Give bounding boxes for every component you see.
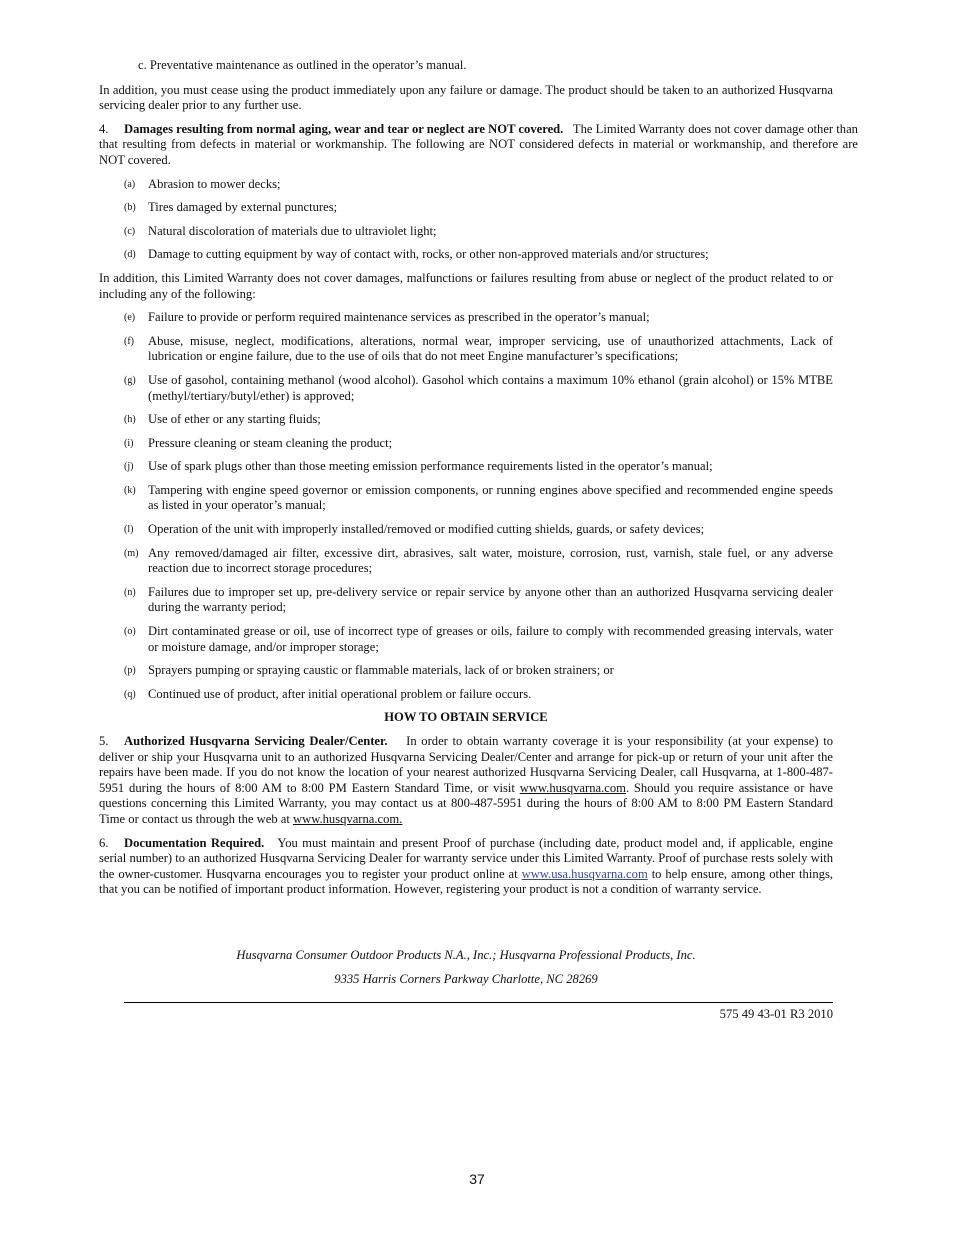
section-5-heading: Authorized Husqvarna Servicing Dealer/Center. (124, 734, 388, 748)
item-c: c. Preventative maintenance as outlined in the operator’s manual. (138, 58, 467, 72)
list-item-label: (m) (124, 547, 139, 559)
list-item-text: Sprayers pumping or spraying caustic or flammable materials, lack of or broken strainers; or (148, 663, 614, 678)
footer-address: 9335 Harris Corners Parkway Charlotte, NC 28269 (334, 971, 598, 986)
page-number: 37 (469, 1171, 485, 1187)
list-item (99, 412, 833, 428)
list-item (99, 687, 833, 703)
list-item-label: (p) (124, 665, 136, 677)
section-4-heading: Damages resulting from normal aging, wear and tear or neglect are NOT covered. (124, 121, 564, 136)
list-item-label: (c) (124, 225, 136, 237)
section-6-heading: Documentation Required. (124, 835, 265, 850)
list-item (99, 546, 833, 577)
section-4-text: The Limited Warranty does not cover damage other than that resulting from defects in material or workmanship. The following are NOT considered defects in material or workmanship, and therefore are NOT covered. (99, 121, 858, 167)
list-item-label: (f) (124, 335, 134, 347)
section-4-paragraph (99, 122, 858, 169)
document-number: 575 49 43-01 R3 2010 (719, 1007, 833, 1021)
list-item-text: Tampering with engine speed governor or emission components, or running engines above specified and recommended engine speeds as listed in your operator’s manual; (148, 482, 833, 513)
list-item (99, 585, 833, 616)
list-item-label: (a) (124, 178, 136, 190)
list-item-text: Continued use of product, after initial operational problem or failure occurs. (148, 686, 532, 701)
list-item (99, 373, 833, 404)
list-item-text: Operation of the unit with improperly installed/removed or modified cutting shields, guards, or safety devices; (148, 522, 705, 537)
abuse-intro-paragraph: In addition, this Limited Warranty does not cover damages, malfunctions or failures resulting from abuse or neglect of the product related to or including any of the following: (99, 270, 833, 301)
list-item-text: Abrasion to mower decks; (148, 176, 281, 191)
list-item (99, 624, 833, 655)
list-item (99, 200, 833, 216)
not-covered-list (99, 177, 833, 263)
list-item (99, 522, 833, 538)
list-item-text: Tires damaged by external punctures; (148, 200, 338, 215)
list-item (99, 310, 833, 326)
list-item (99, 459, 833, 475)
section-5-text-1: In order to obtain warranty coverage it is your responsibility (at your expense) to deliver or ship your Husqvarna unit to an authorized Husqvarna Servicing Dealer/Center and arrange for pick-up or return of your unit after the repairs have been made. If you do not know the location of your nearest authorized Husqvarna Servicing Dealer, call Husqvarna, at 1-800-487-5951 during the hours of 8:00 AM to 8:00 PM Eastern Standard Time, or visit (99, 734, 834, 795)
list-item-label: (h) (124, 414, 136, 426)
list-item-label: (e) (124, 312, 136, 324)
section-6-text-1: You must maintain and present Proof of purchase (including date, product model and, if applicable, engine serial number) to an authorized Husqvarna Servicing Dealer for warranty service under this Limited Warranty. Proof of purchase rests solely with the owner-customer. Husqvarna encourages you to register your product online at (99, 835, 834, 881)
list-item-text: Natural discoloration of materials due to ultraviolet light; (148, 223, 437, 238)
footer-company-block (99, 948, 833, 995)
list-item-label: (n) (124, 586, 136, 598)
list-item (99, 177, 833, 193)
husqvarna-web-link[interactable]: www.husqvarna.com. (293, 811, 403, 826)
list-item (99, 224, 833, 240)
abuse-list (99, 310, 833, 702)
list-item-label: (k) (124, 484, 136, 496)
list-item-text: Dirt contaminated grease or oil, use of incorrect type of greases or oils, failure to comply with recommended greasing intervals, water or moisture damage, and/or improper storage; (148, 624, 833, 654)
list-item-label: (q) (124, 688, 136, 700)
list-item (99, 663, 833, 679)
footer-divider (124, 1002, 833, 1003)
list-item (99, 247, 833, 263)
section-4-number: 4. (99, 121, 109, 136)
service-heading: HOW TO OBTAIN SERVICE (384, 710, 548, 725)
footer-company: Husqvarna Consumer Outdoor Products N.A., Inc.; Husqvarna Professional Products, Inc. (236, 948, 696, 962)
list-item-label: (b) (124, 202, 136, 214)
list-item-text: Failure to provide or perform required maintenance services as prescribed in the operator’s manual; (148, 310, 650, 325)
section-6-paragraph (99, 836, 833, 898)
list-item-text: Use of ether or any starting fluids; (148, 412, 321, 427)
list-item-label: (d) (124, 249, 136, 261)
section-5-paragraph (99, 734, 833, 828)
list-item-label: (j) (124, 461, 134, 473)
list-item-label: (g) (124, 374, 136, 386)
section-6-number: 6. (99, 835, 109, 850)
registration-link[interactable]: www.usa.husqvarna.com (521, 866, 648, 881)
husqvarna-link[interactable]: www.husqvarna.com (519, 780, 626, 795)
warranty-document (99, 58, 858, 906)
list-item-label: (o) (124, 626, 136, 638)
list-item-text: Pressure cleaning or steam cleaning the product; (148, 435, 393, 450)
list-item-label: (i) (124, 437, 134, 449)
list-item-text: Use of gasohol, containing methanol (wood alcohol). Gasohol which contains a maximum 10% ethanol (grain alcohol) or 15% MTBE (methyl/tertiary/butyl/ether) is approved; (148, 372, 833, 403)
list-item-text: Use of spark plugs other than those meeting emission performance requirements listed in the operator’s manual; (148, 459, 713, 474)
list-item (99, 436, 833, 452)
list-item-text: Failures due to improper set up, pre-delivery service or repair service by anyone other than an authorized Husqvarna servicing dealer during the warranty period; (148, 584, 833, 615)
section-6-text-2: to help ensure, among other things, that you can be notified of important product information. However, registering your product is not a condition of warranty service. (99, 866, 833, 897)
list-item-text: Abuse, misuse, neglect, modifications, alterations, normal wear, improper servicing, use of unauthorized attachments, Lack of lubrication or engine failure, due to the use of oils that do not meet Engine manufacturer’s specifications; (148, 333, 833, 364)
list-item-label: (l) (124, 524, 134, 536)
list-item (99, 483, 833, 514)
section-5-number: 5. (99, 734, 109, 748)
list-item-text: Any removed/damaged air filter, excessive dirt, abrasives, salt water, moisture, corrosion, rust, varnish, stale fuel, or any adverse reaction due to incorrect storage procedures; (148, 545, 833, 576)
section-5-text-2: . Should you require assistance or have questions concerning this Limited Warranty, you may contact us at 800-487-5951 during the hours of 8:00 AM to 8:00 PM Eastern Standard Time or contact us through the web at (99, 780, 833, 826)
list-item-text: Damage to cutting equipment by way of contact with, rocks, or other non-approved materials and/or structures; (148, 247, 709, 262)
cease-use-paragraph: In addition, you must cease using the product immediately upon any failure or damage. The product should be taken to an authorized Husqvarna servicing dealer prior to any further use. (99, 82, 833, 113)
list-item (99, 334, 833, 365)
